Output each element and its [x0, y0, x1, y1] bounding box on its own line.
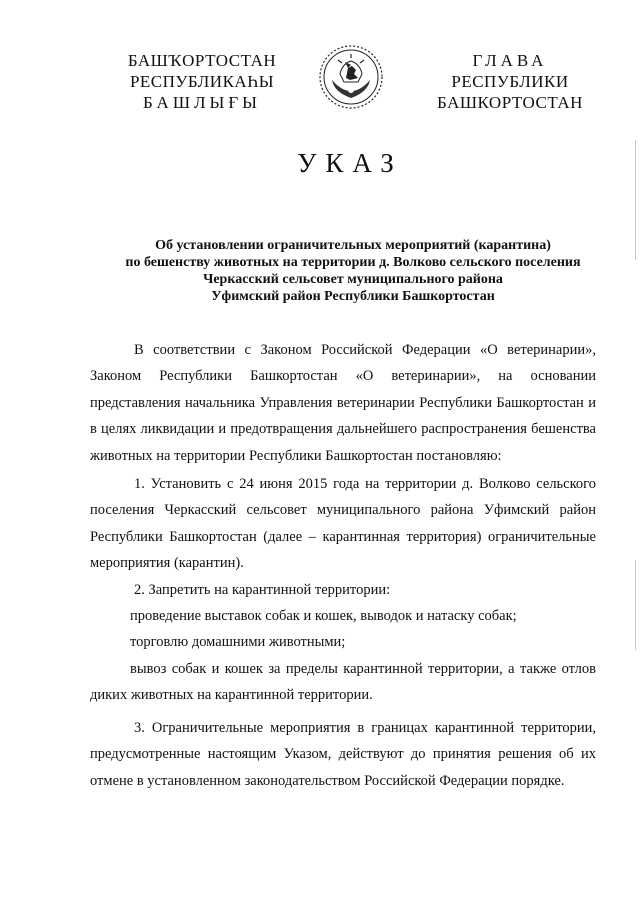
header-left-line-3: БАШЛЫҒЫ: [143, 93, 261, 112]
item-2-title: 2. Запретить на карантинной территории:: [134, 581, 391, 598]
coat-of-arms-icon: [318, 44, 384, 110]
header-right-line-1: ГЛАВА: [472, 51, 548, 70]
decree-body: [90, 337, 596, 794]
document-title: УКАЗ: [297, 148, 403, 178]
item-2-bullet-b: торговлю домашними животными;: [130, 634, 346, 651]
header-right-line-2: РЕСПУБЛИКИ: [451, 72, 569, 91]
subject-line-2: по бешенству животных на территории д. Волково сельского поселения: [125, 255, 581, 270]
item-3-paragraph: 3. Ограничительные мероприятия в границах карантинной территории, предусмотренные настоящим Указом, действуют до принятия решения об их отмене в установленном законодательством Российской Федерации порядке.: [90, 719, 596, 789]
header-left-line-2: РЕСПУБЛИКАҺЫ: [129, 72, 275, 91]
item-2-bullet-a: проведение выставок собак и кошек, выводок и натаску собак;: [130, 608, 517, 625]
subject-line-3: Черкасский сельсовет муниципального района: [203, 272, 503, 287]
header-right-block: [420, 50, 600, 113]
scan-edge-mark: [635, 140, 636, 260]
subject-line-4: Уфимский район Республики Башкортостан: [211, 289, 495, 304]
scan-edge-mark: [635, 560, 636, 650]
preamble-paragraph: В соответствии с Законом Российской Федерации «О ветеринарии», Законом Республики Башкортостан «О ветеринарии», на основании представления начальника Управления ветеринарии Республики Башкортостан и в целях ликвидации и предотвращения дальнейшего распространения бешенства животных на территории Республики Башкортостан постановляю:: [90, 342, 596, 464]
header-right-line-3: БАШКОРТОСТАН: [437, 93, 583, 112]
subject-line-1: Об установлении ограничительных мероприятий (карантина): [155, 238, 551, 253]
decree-subject: [90, 237, 616, 305]
header-left-line-1: БАШҠОРТОСТАН: [127, 51, 277, 70]
header-left-block: [112, 50, 292, 113]
item-1-paragraph: 1. Установить с 24 июня 2015 года на территории д. Волково сельского поселения Черкасский сельсовет муниципального района Уфимский район Республики Башкортостан (далее – карантинная территория) ограничительные мероприятия (карантин).: [90, 476, 596, 572]
item-2-bullet-c: вывоз собак и кошек за пределы карантинной территории, а также отлов диких животных на карантинной территории.: [90, 660, 596, 704]
